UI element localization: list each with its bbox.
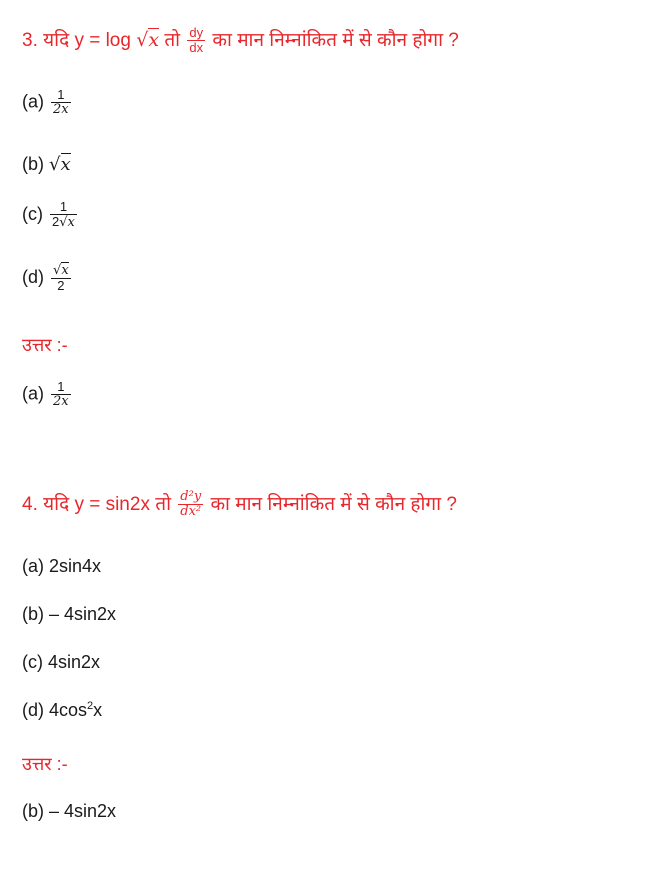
q3-option-a-num: 1 <box>57 87 65 102</box>
q4-eq: y = sin2x <box>74 494 150 515</box>
q3-option-a <box>22 88 73 118</box>
q3-option-b-arg: x <box>60 154 71 175</box>
q4-to: तो <box>155 494 171 515</box>
q3-option-a-fraction <box>51 88 71 118</box>
q3-option-d <box>22 263 73 294</box>
q4-dx2: dx² <box>178 504 203 519</box>
q3-dy: dy <box>189 25 204 41</box>
q4-option-d-sup: 2 <box>87 700 94 712</box>
q3-option-b-sqrt: √ <box>49 154 61 175</box>
q3-question <box>22 26 459 56</box>
q3-sqrt-symbol: √ <box>136 29 149 51</box>
q3-option-a-den: 2x <box>53 102 69 118</box>
q4-derivative-fraction <box>178 490 203 520</box>
q3-option-d-den: 2 <box>51 278 71 293</box>
q3-eq: y = log <box>74 30 131 51</box>
q3-option-c-sqrt: √ <box>59 215 68 231</box>
q4-option-b: (b) – 4sin2x <box>22 604 117 624</box>
q3-option-c <box>22 200 79 231</box>
q3-prefix: 3. यदि <box>22 30 70 51</box>
q4-option-a: (a) 2sin4x <box>22 556 102 576</box>
q3-answer-option-label: (a) <box>22 383 44 404</box>
q3-answer-fraction <box>51 380 71 410</box>
q4-answer-label: उत्तर :- <box>22 754 68 774</box>
q3-option-d-num <box>51 263 71 278</box>
q4-question <box>22 490 457 520</box>
q3-option-c-den <box>50 214 77 230</box>
q3-option-c-arg: x <box>67 215 75 231</box>
q3-option-d-label: (d) <box>22 267 44 288</box>
q3-option-d-arg: x <box>61 263 69 278</box>
q3-option-b <box>22 154 71 175</box>
q4-option-d <box>22 700 102 721</box>
q3-option-c-fraction <box>50 200 77 231</box>
q3-option-b-label: (b) <box>22 154 44 174</box>
q4-suffix: का मान निम्नांकित में से कौन होगा ? <box>210 494 457 515</box>
q3-option-a-label: (a) <box>22 91 44 112</box>
q3-option-d-fraction <box>51 263 71 294</box>
q4-prefix: 4. यदि <box>22 494 70 515</box>
q3-answer-den: 2x <box>53 394 69 410</box>
q3-sqrt-arg: x <box>148 29 160 51</box>
q3-option-d-sqrt: √ <box>53 263 62 278</box>
q4-answer: (b) – 4sin2x <box>22 801 117 821</box>
q3-answer-label: उत्तर :- <box>22 335 68 355</box>
q4-option-d-prefix: (d) 4cos <box>22 700 88 720</box>
q3-option-c-label: (c) <box>22 204 43 225</box>
q3-option-c-coef: 2 <box>52 214 60 230</box>
q4-option-c: (c) 4sin2x <box>22 652 101 672</box>
q3-answer-num: 1 <box>57 379 65 394</box>
q4-d2y: d²y <box>180 489 202 505</box>
q3-derivative-fraction <box>187 26 205 56</box>
q3-answer <box>22 380 73 410</box>
q4-option-d-suffix: x <box>93 700 103 720</box>
q3-suffix: का मान निम्नांकित में से कौन होगा ? <box>212 30 459 51</box>
q3-option-c-num: 1 <box>59 199 68 214</box>
q3-dx: dx <box>189 40 204 56</box>
q3-to: तो <box>164 30 181 51</box>
